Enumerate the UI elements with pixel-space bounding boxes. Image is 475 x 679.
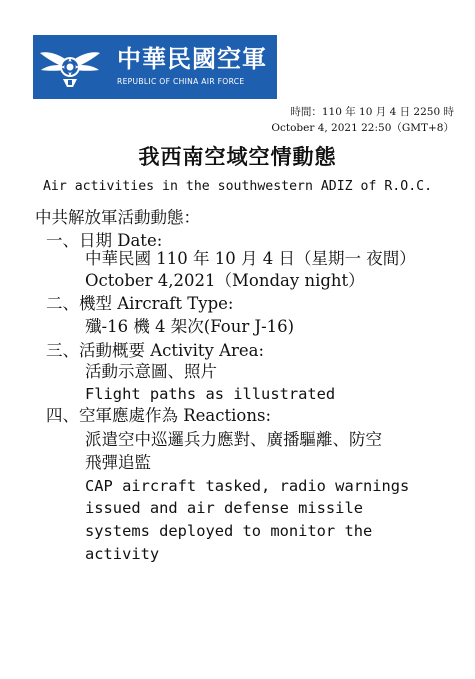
report-timestamp bbox=[271, 104, 454, 136]
reactions-label: 四、空軍應處作為 Reactions: bbox=[46, 406, 272, 425]
air-force-emblem-icon bbox=[39, 43, 101, 91]
aircraft-type-label: 二、機型 Aircraft Type: bbox=[46, 294, 234, 313]
activity-area-label: 三、活動概要 Activity Area: bbox=[46, 341, 265, 360]
document-title-en: Air activities in the southwestern ADIZ of R.O.C. bbox=[42, 179, 433, 194]
timestamp-zh: 時間：110 年 10 月 4 日 2250 時 bbox=[290, 106, 454, 118]
date-en: October 4,2021（Monday night） bbox=[85, 271, 365, 290]
reactions-en-line-3: systems deployed to monitor the bbox=[85, 522, 373, 540]
reactions-en-line-1: CAP aircraft tasked, radio warnings bbox=[85, 477, 410, 495]
activity-area-en: Flight paths as illustrated bbox=[85, 385, 336, 403]
reactions-en-line-2: issued and air defense missile bbox=[85, 499, 363, 517]
banner-title-zh: 中華民國空軍 bbox=[117, 45, 267, 73]
date-zh: 中華民國 110 年 10 月 4 日（星期一 夜間） bbox=[85, 249, 416, 268]
banner-title-en: REPUBLIC OF CHINA AIR FORCE bbox=[117, 77, 245, 86]
activity-area-zh: 活動示意圖、照片 bbox=[85, 362, 217, 381]
reactions-zh-line-1: 派遣空中巡邏兵力應對、廣播驅離、防空 bbox=[85, 430, 382, 449]
date-label: 一、日期 Date: bbox=[46, 231, 163, 250]
air-force-banner bbox=[33, 35, 277, 99]
document-title-zh: 我西南空域空情動態 bbox=[138, 145, 337, 169]
aircraft-type-value: 殲-16 機 4 架次(Four J-16) bbox=[85, 317, 295, 336]
reactions-zh-line-2: 飛彈追監 bbox=[85, 453, 151, 472]
reactions-en-line-4: activity bbox=[85, 545, 160, 563]
section-heading: 中共解放軍活動動態： bbox=[35, 208, 200, 227]
timestamp-en: October 4, 2021 22:50（GMT+8） bbox=[271, 122, 454, 134]
